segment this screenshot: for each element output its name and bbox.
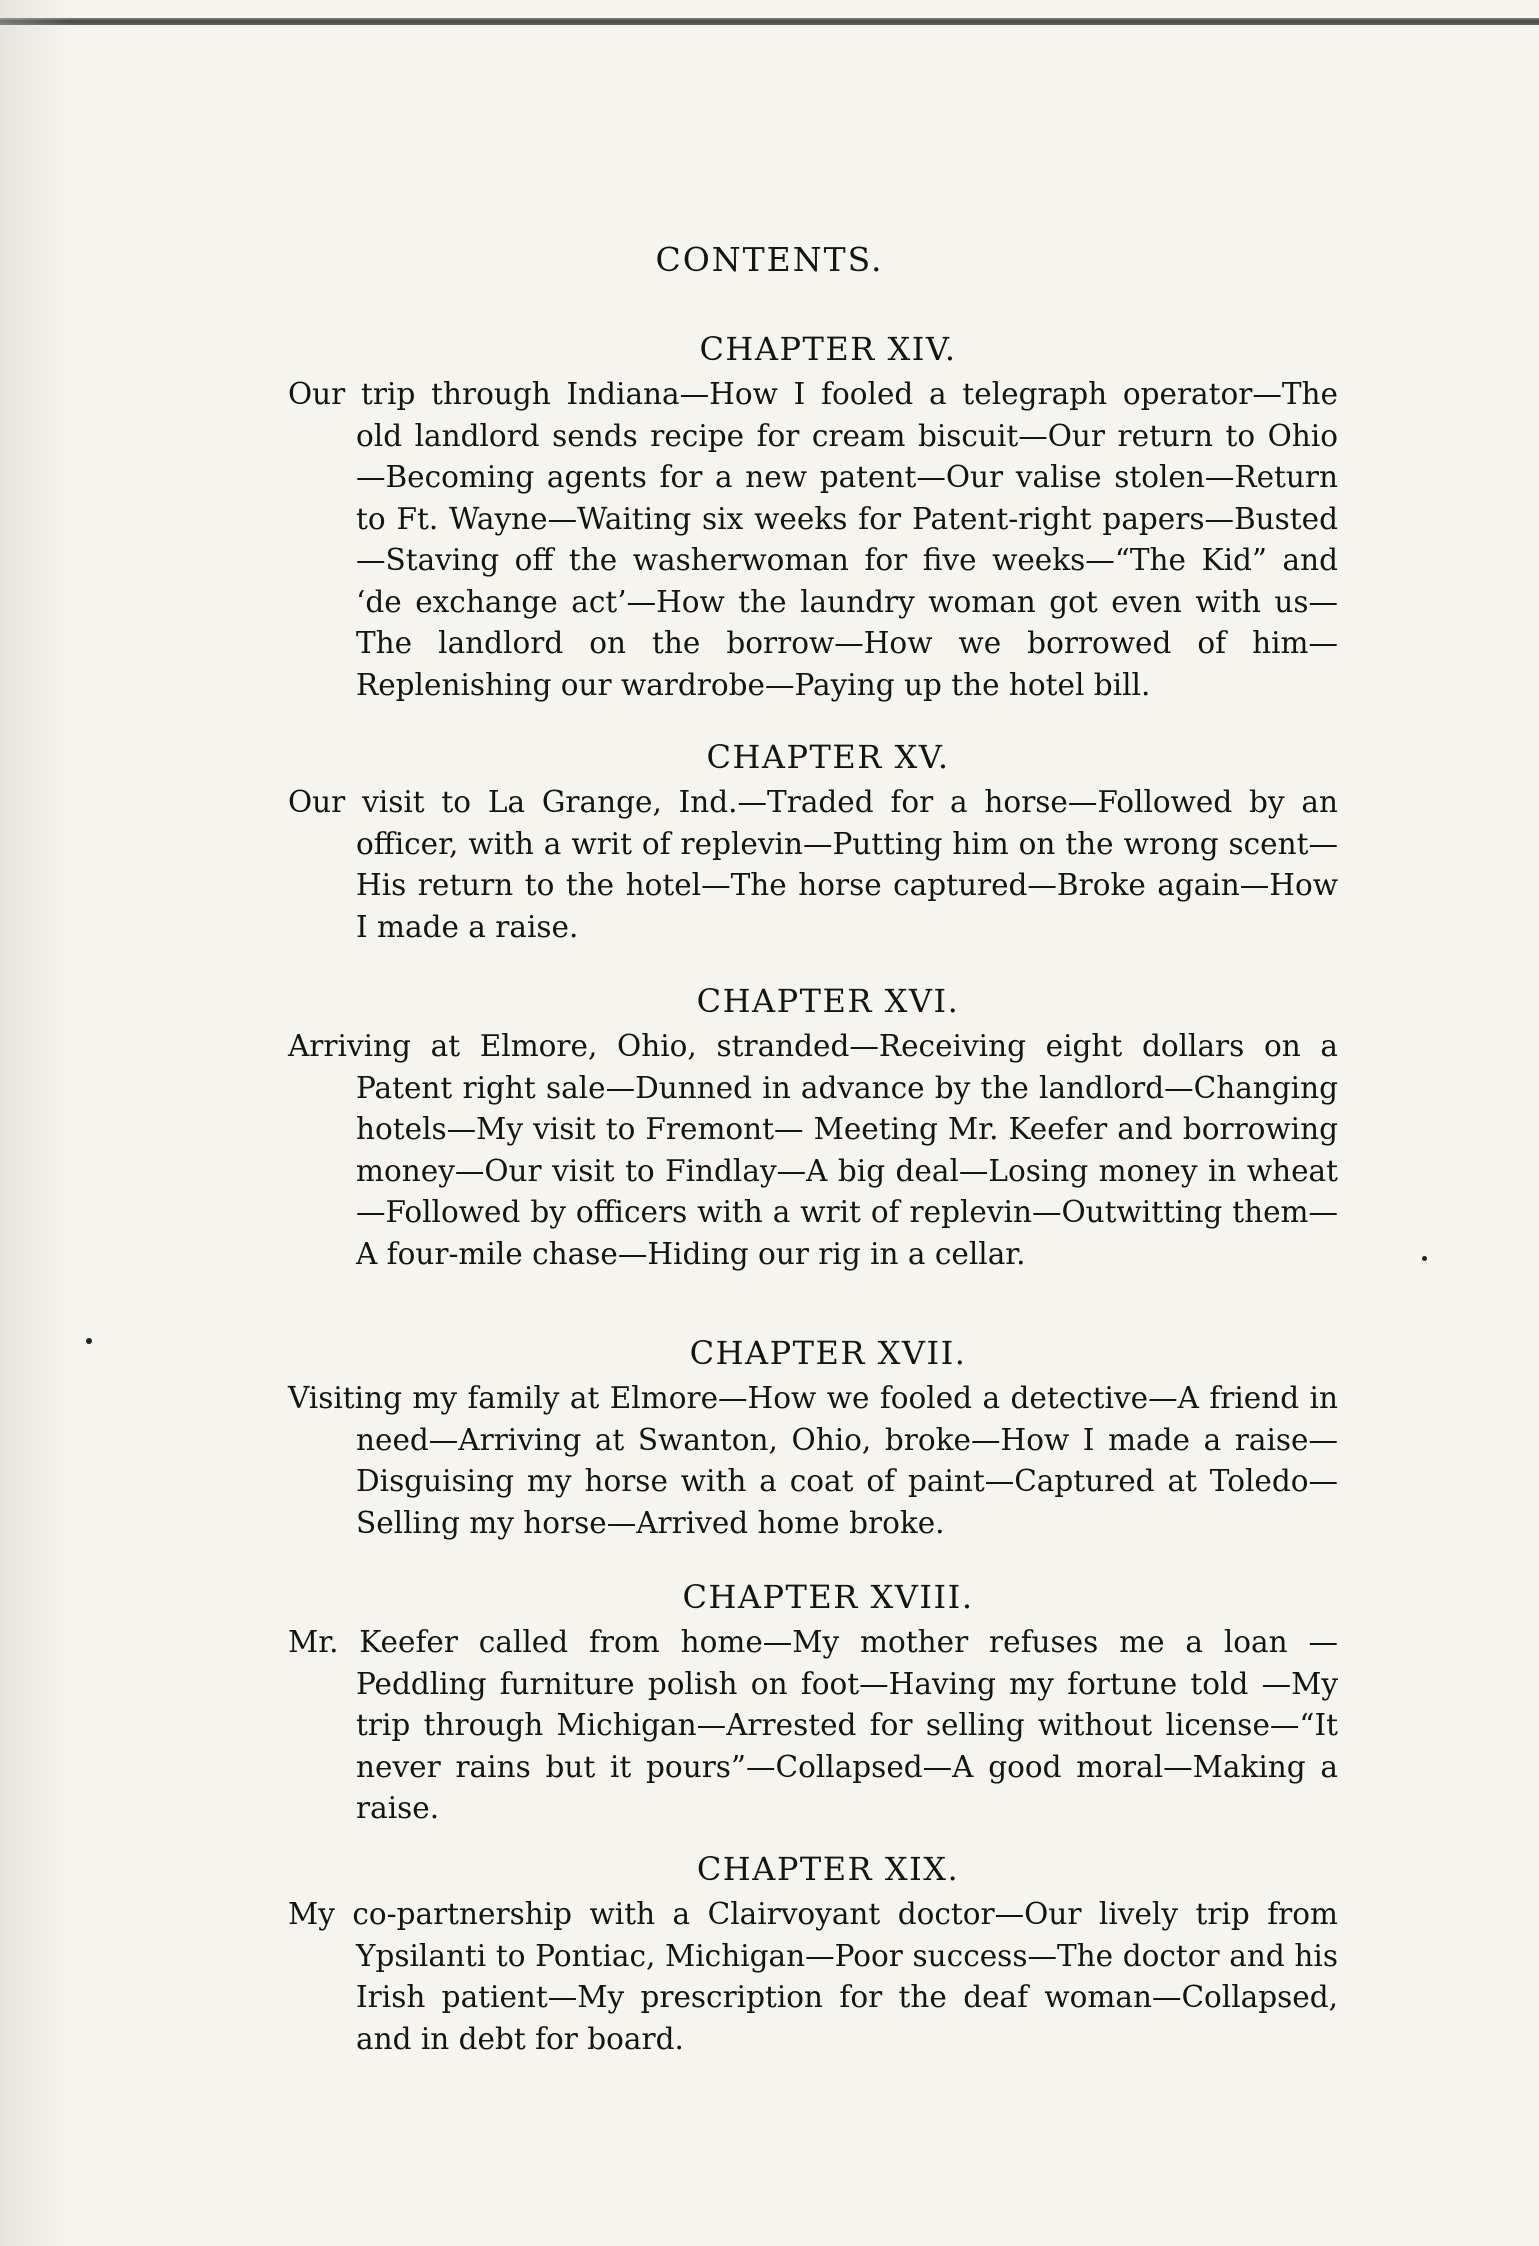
chapter-entry-xiv (288, 330, 1338, 706)
chapter-summary: Mr. Keefer called from home—My mother refuses me a loan —Peddling furniture polish on foot—Having my fortune told —My trip through Michigan—Arrested for selling without license—“It never rains but it pours”—Collapsed—A good moral—Making a raise. (288, 1625, 1338, 1825)
chapter-entry-xix (288, 1850, 1338, 2060)
chapter-heading: CHAPTER XV. (706, 738, 950, 776)
chapter-entry-xv (288, 738, 1338, 948)
chapter-entry-xvii (288, 1334, 1338, 1544)
page-edge-shadow (0, 0, 70, 2246)
chapter-heading: CHAPTER XVIII. (682, 1578, 974, 1616)
chapter-heading: CHAPTER XVI. (696, 982, 960, 1020)
chapter-heading: CHAPTER XIV. (699, 330, 957, 368)
chapter-summary: My co-partnership with a Clairvoyant doctor—Our lively trip from Ypsilanti to Pontiac, Michigan—Poor success—The doctor and his Irish patient—My prescription for the deaf woman—Collapsed, and in debt for board. (288, 1897, 1338, 2056)
ink-speck (1422, 1256, 1427, 1261)
page-title: CONTENTS. (655, 240, 884, 279)
chapter-heading: CHAPTER XIX. (696, 1850, 960, 1888)
chapter-summary: Arriving at Elmore, Ohio, stranded—Receiving eight dollars on a Patent right sale—Dunned in advance by the landlord—Changing hotels—My visit to Fremont— Meeting Mr. Keefer and borrowing money—Our visit to Findlay—A big deal—Losing money in wheat—Followed by officers with a writ of replevin—Outwitting them—A four-mile chase—Hiding our rig in a cellar. (288, 1029, 1338, 1271)
ink-speck (86, 1338, 92, 1344)
chapter-summary: Our visit to La Grange, Ind.—Traded for a horse—Followed by an officer, with a writ of replevin—Putting him on the wrong scent—His return to the hotel—The horse captured—Broke again—How I made a raise. (288, 785, 1338, 944)
chapter-heading: CHAPTER XVII. (689, 1334, 967, 1372)
chapter-entry-xvi (288, 982, 1338, 1275)
chapter-summary: Our trip through Indiana—How I fooled a telegraph operator—The old landlord sends recipe for cream biscuit—Our return to Ohio —Becoming agents for a new patent—Our valise stolen—Return to Ft. Wayne—Waiting six weeks for Patent-right papers—Busted—Staving off the washerwoman for five weeks—“The Kid” and ‘de exchange act’—How the laundry woman got even with us—The landlord on the borrow—How we borrowed of him—Replenishing our wardrobe—Paying up the hotel bill. (288, 377, 1338, 702)
top-border-rule (0, 18, 1539, 25)
chapter-summary: Visiting my family at Elmore—How we fooled a detective—A friend in need—Arriving at Swanton, Ohio, broke—How I made a raise— Disguising my horse with a coat of paint—Captured at Toledo—Selling my horse—Arrived home broke. (288, 1381, 1338, 1540)
chapter-entry-xviii (288, 1578, 1338, 1830)
